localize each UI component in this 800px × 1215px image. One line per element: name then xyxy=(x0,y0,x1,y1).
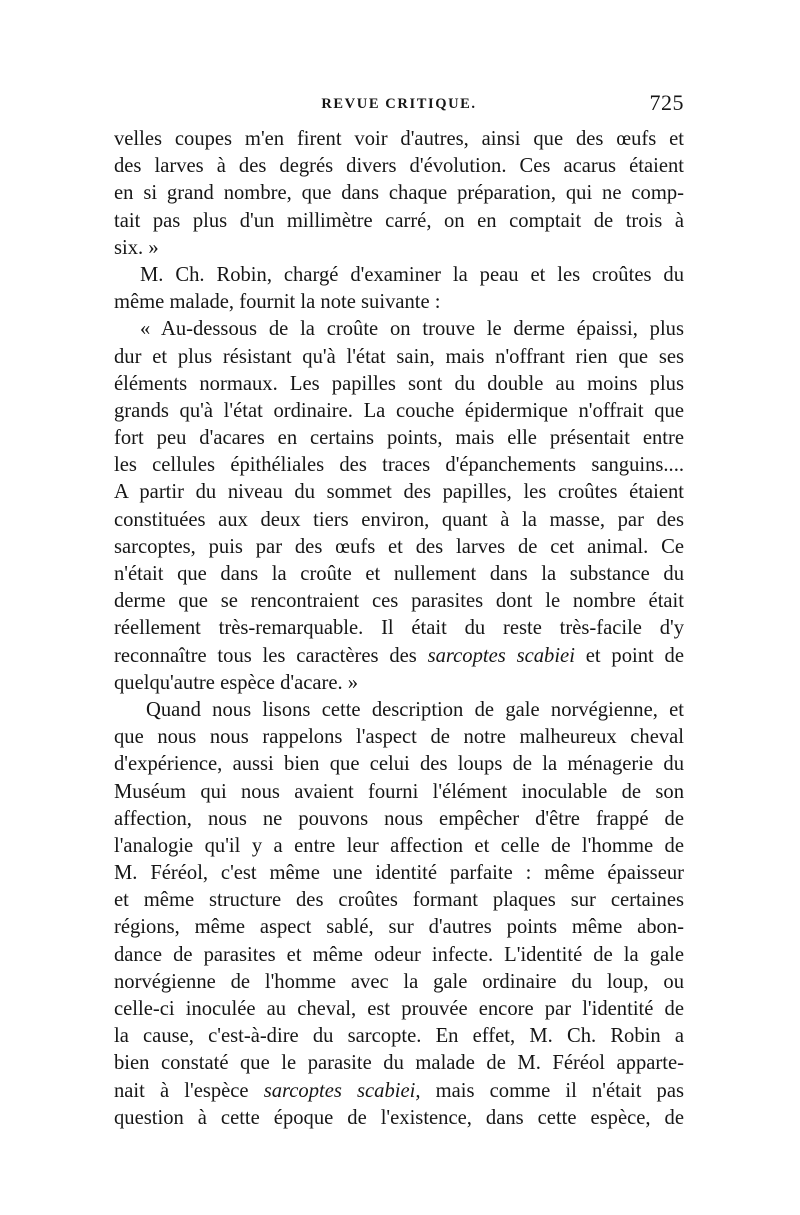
running-title: REVUE CRITIQUE. xyxy=(321,96,477,112)
text-line xyxy=(114,643,684,670)
text-run: et point de xyxy=(574,644,684,667)
text-line: même malade, fournit la note suivante : xyxy=(114,291,441,314)
text-line: réellement très-remarquable. Il était du reste très-facile d'y xyxy=(114,617,684,640)
text-line: bien constaté que le parasite du malade de M. Féréol apparte- xyxy=(114,1052,684,1075)
body-text xyxy=(114,126,684,1132)
text-line: tait pas plus d'un millimètre carré, on en comptait de trois à xyxy=(114,209,684,232)
text-line: six. » xyxy=(114,236,159,259)
text-line: grands qu'à l'état ordinaire. La couche épidermique n'offrait que xyxy=(114,399,684,422)
text-line: régions, même aspect sablé, sur d'autres points même abon- xyxy=(114,916,684,939)
text-line: quelqu'autre espèce d'acare. » xyxy=(114,671,359,694)
text-line: celle-ci inoculée au cheval, est prouvée encore par l'identité de xyxy=(114,998,684,1020)
text-line: fort peu d'acares en certains points, mais elle présentait entre xyxy=(114,427,684,450)
text-line: affection, nous ne pouvons nous empêcher d'être frappé de xyxy=(114,807,684,830)
text-line: question à cette époque de l'existence, dans cette espèce, de xyxy=(114,1106,684,1129)
page-number: 725 xyxy=(649,90,684,115)
text-line: derme que se rencontraient ces parasites dont le nombre était xyxy=(114,590,684,613)
text-line: M. Féréol, c'est même une identité parfaite : même épaisseur xyxy=(114,862,684,885)
text-line: que nous nous rappelons l'aspect de notre malheureux cheval xyxy=(114,726,684,749)
text-line: l'analogie qu'il y a entre leur affection et celle de l'homme de xyxy=(114,834,684,857)
running-head xyxy=(114,90,684,120)
text-line: les cellules épithéliales des traces d'épanchements sanguins.... xyxy=(114,454,684,477)
text-run: reconnaître tous les caractères des xyxy=(114,644,428,667)
text-line: dur et plus résistant qu'à l'état sain, mais n'offrant rien que ses xyxy=(114,345,684,368)
text-line: en si grand nombre, que dans chaque préparation, qui ne comp- xyxy=(114,182,684,205)
text-line: la cause, c'est-à-dire du sarcopte. En effet, M. Ch. Robin a xyxy=(114,1025,684,1048)
text-line: Muséum qui nous avaient fourni l'élément inoculable de son xyxy=(114,780,684,803)
text-line xyxy=(114,1078,684,1105)
text-line: Quand nous lisons cette description de gale norvégienne, et xyxy=(146,698,684,721)
text-line: sarcoptes, puis par des œufs et des larves de cet animal. Ce xyxy=(114,535,684,558)
text-line: des larves à des degrés divers d'évolution. Ces acarus étaient xyxy=(114,155,684,178)
italic-species-name: sarcoptes scabiei xyxy=(427,644,575,667)
text-line: constituées aux deux tiers environ, quant à la masse, par des xyxy=(114,508,684,531)
text-line: d'expérience, aussi bien que celui des loups de la ménagerie du xyxy=(114,753,684,776)
text-line: M. Ch. Robin, chargé d'examiner la peau et les croûtes du xyxy=(140,263,684,286)
text-line: dance de parasites et même odeur infecte. L'identité de la gale xyxy=(114,943,684,966)
text-line: n'était que dans la croûte et nullement dans la substance du xyxy=(114,563,684,585)
text-run: nait à l'espèce xyxy=(114,1079,264,1102)
text-line: éléments normaux. Les papilles sont du double au moins plus xyxy=(114,372,684,395)
text-line: norvégienne de l'homme avec la gale ordinaire du loup, ou xyxy=(114,970,684,993)
text-line: et même structure des croûtes formant plaques sur certaines xyxy=(114,889,684,912)
text-run: mais comme il n'était pas xyxy=(420,1079,684,1102)
text-line: A partir du niveau du sommet des papilles, les croûtes étaient xyxy=(114,481,684,504)
text-line: velles coupes m'en firent voir d'autres, ainsi que des œufs et xyxy=(114,128,684,150)
italic-species-name: sarcoptes scabiei, xyxy=(263,1079,421,1102)
text-line: « Au-dessous de la croûte on trouve le derme épaissi, plus xyxy=(140,318,684,341)
